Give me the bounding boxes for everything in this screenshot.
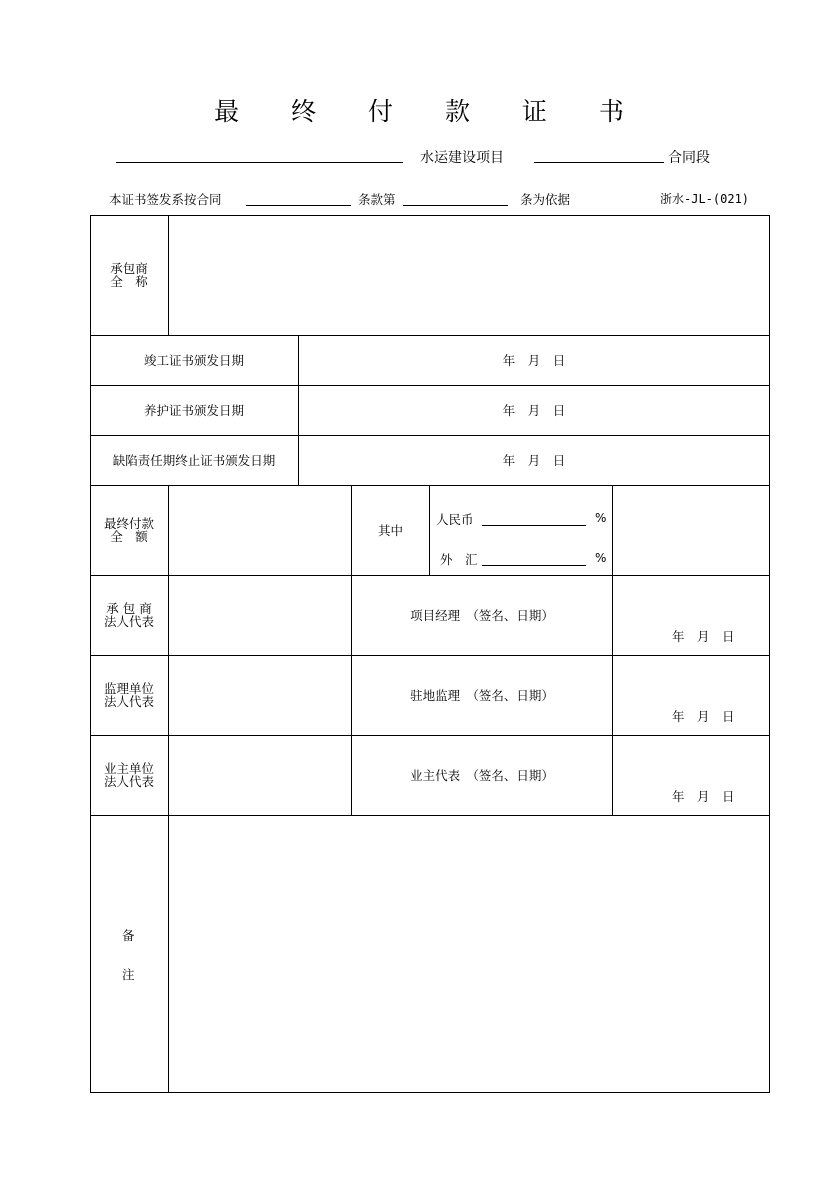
supervisor-rep-label-line1: 监理单位	[103, 681, 154, 696]
basis-clause-end: 条为依据	[520, 192, 571, 207]
fx-label: 外 汇	[440, 552, 478, 567]
resident-supervisor-label: 驻地监理 （签名、日期）	[410, 687, 554, 703]
supervisor-rep-label	[90, 655, 168, 735]
remarks-label-line2: 注	[122, 967, 135, 982]
contractor-rep-label	[90, 575, 168, 655]
supervisor-rep-label-line2: 法人代表	[103, 694, 154, 709]
of-which-label: 其中	[377, 522, 403, 538]
fx-percent-sign: %	[595, 551, 607, 565]
completion-cert-label: 竣工证书颁发日期	[143, 352, 244, 368]
maintenance-cert-date[interactable]: 年 月 日	[502, 402, 566, 418]
contractor-rep-label-line1: 承 包 商	[106, 601, 152, 616]
project-suffix-label: 水运建设项目	[420, 150, 504, 166]
final-amount-label	[90, 485, 168, 575]
project-name-blank[interactable]	[116, 162, 403, 163]
supervisor-rep-field[interactable]	[169, 656, 351, 735]
maintenance-cert-label: 养护证书颁发日期	[143, 402, 244, 418]
clause-number-blank[interactable]	[403, 205, 508, 206]
contractor-name-label-line2: 全 称	[110, 274, 148, 289]
contract-clause-blank[interactable]	[246, 205, 351, 206]
rmb-percent-blank[interactable]	[482, 525, 586, 526]
remarks-label-line1: 备	[122, 928, 135, 943]
contract-section-blank[interactable]	[534, 162, 664, 163]
final-amount-label-line1: 最终付款	[103, 516, 154, 531]
rmb-label: 人民币	[436, 512, 474, 527]
remarks-field[interactable]	[169, 816, 769, 1092]
basis-prefix: 本证书签发系按合同	[109, 192, 222, 207]
defects-cert-label: 缺陷责任期终止证书颁发日期	[112, 452, 276, 468]
resident-supervisor-date[interactable]: 年 月 日	[672, 709, 735, 724]
project-manager-date[interactable]: 年 月 日	[672, 629, 735, 644]
owner-representative-date[interactable]: 年 月 日	[672, 789, 735, 804]
contractor-name-label	[90, 215, 168, 335]
contractor-name-field[interactable]	[169, 216, 769, 335]
owner-rep-label-line1: 业主单位	[103, 761, 154, 776]
contractor-name-label-line1: 承包商	[110, 261, 148, 276]
contractor-rep-label-line2: 法人代表	[103, 614, 154, 629]
owner-rep-label-line2: 法人代表	[103, 774, 154, 789]
contractor-rep-field[interactable]	[169, 576, 351, 655]
owner-rep-label	[90, 735, 168, 815]
final-amount-label-line2: 全 额	[110, 529, 148, 544]
fx-percent-blank[interactable]	[482, 565, 586, 566]
owner-rep-field[interactable]	[169, 736, 351, 815]
rmb-percent-sign: %	[595, 511, 607, 525]
basis-clause-mid: 条款第	[358, 192, 396, 207]
project-manager-label: 项目经理 （签名、日期）	[410, 607, 554, 623]
final-amount-field[interactable]	[169, 486, 351, 575]
form-code: 浙水-JL-(021)	[660, 192, 750, 206]
page-title: 最 终 付 款 证 书	[214, 97, 646, 126]
final-amount-extra-field[interactable]	[613, 486, 769, 575]
owner-representative-label: 业主代表 （签名、日期）	[410, 767, 554, 783]
defects-cert-date[interactable]: 年 月 日	[502, 452, 566, 468]
section-suffix-label: 合同段	[668, 150, 710, 166]
completion-cert-date[interactable]: 年 月 日	[502, 352, 566, 368]
